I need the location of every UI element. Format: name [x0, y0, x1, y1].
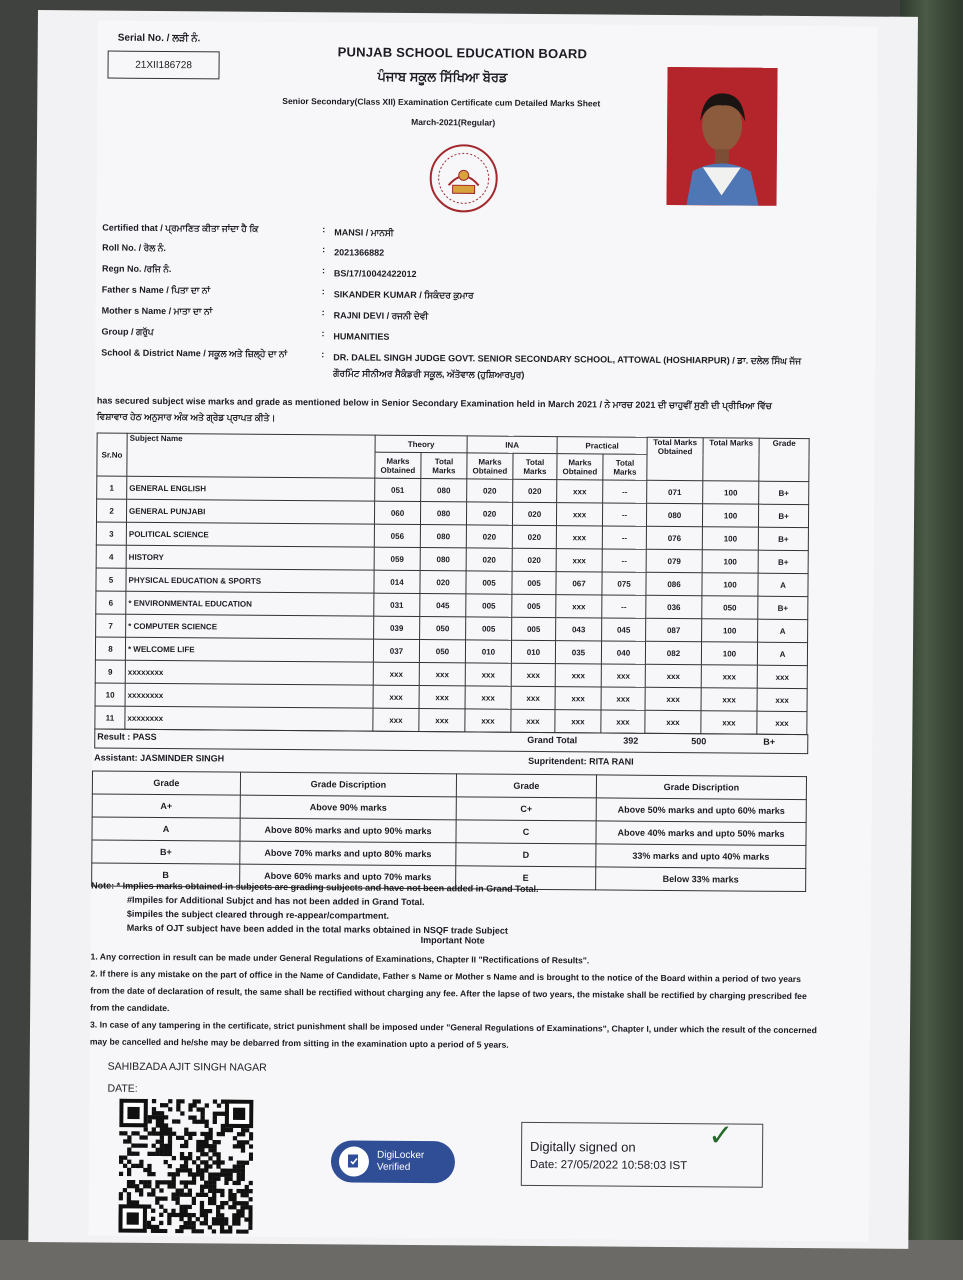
- marks-cell: 11: [95, 706, 125, 729]
- marks-cell: PHYSICAL EDUCATION & SPORTS: [126, 568, 374, 593]
- assistant-name: Assistant: JASMINDER SINGH: [94, 752, 225, 764]
- header-srno: Sr.No: [97, 433, 127, 476]
- note-line: #Impiles for Additional Subjct and has not been added in Grand Total.: [126, 894, 425, 908]
- grade-cell: E: [456, 866, 596, 890]
- marks-cell: xxx: [555, 687, 601, 710]
- digilocker-verified-badge: [331, 1140, 455, 1183]
- marks-cell: xxx: [601, 664, 645, 687]
- marks-cell: xxxxxxxx: [125, 660, 373, 685]
- certificate-paper: [28, 10, 918, 1249]
- signed-on-label: Digitally signed on: [530, 1138, 636, 1155]
- marks-cell: xxx: [556, 503, 602, 526]
- marks-cell: 040: [601, 641, 645, 664]
- marks-cell: 020: [512, 502, 556, 525]
- marks-cell: 100: [702, 527, 758, 550]
- marks-cell: 005: [512, 617, 556, 640]
- marks-cell: 050: [420, 617, 466, 640]
- marks-cell: 100: [702, 619, 758, 642]
- marks-cell: A: [757, 642, 807, 665]
- subheader-total: Total Marks: [513, 453, 557, 479]
- marks-cell: 1: [97, 476, 127, 499]
- roll-number: 2021366882: [334, 247, 385, 258]
- grade-cell: Above 70% marks and upto 80% marks: [240, 841, 456, 866]
- marks-cell: xxx: [373, 708, 419, 731]
- grade-header: Grade: [456, 774, 596, 798]
- grand-total-obtained: 392: [623, 735, 639, 746]
- marks-cell: 039: [374, 616, 420, 639]
- marks-cell: --: [602, 526, 646, 549]
- marks-cell: 020: [420, 571, 466, 594]
- marks-cell: 087: [646, 618, 702, 641]
- grade-cell: C: [456, 820, 596, 844]
- marks-cell: 2: [96, 499, 126, 522]
- marks-cell: xxx: [419, 663, 465, 686]
- marks-cell: xxx: [511, 686, 555, 709]
- father-name: SIKANDER KUMAR / ਸਿਕੰਦਰ ਕੁਮਾਰ: [333, 289, 474, 301]
- subheader-total: Total Marks: [603, 454, 647, 480]
- result-status: Result : PASS: [97, 731, 157, 742]
- result-statement: has secured subject wise marks and grade as mentioned below in Senior Secondary Examination held in March 2021 / ਨੇ ਮਾਰਚ 2021 ਦੀ ਚਾਹੁਵੀਂ ਸੁਣੀ ਦੀ ਪ੍ਰੀਖਿਆ ਵਿੱਚ ਵਿਸ਼ਾਵਾਰ ਹੇਠ ਅਨੁਸਾਰ ਅੰਕ ਅਤੇ ਗ੍ਰੇਡ ਪ੍ਰਾਪਤ ਕੀਤੇ।: [96, 395, 772, 423]
- marks-cell: 014: [374, 570, 420, 593]
- marks-cell: 7: [96, 614, 126, 637]
- subheader-marks-obtained: Marks Obtained: [467, 453, 513, 479]
- marks-cell: 071: [647, 480, 703, 503]
- grade-cell: Above 50% marks and upto 60% marks: [596, 798, 806, 823]
- marks-cell: 010: [511, 640, 555, 663]
- marks-cell: 005: [512, 594, 556, 617]
- marks-cell: B+: [759, 481, 809, 504]
- candidate-photo: [666, 67, 777, 206]
- header-grade: Grade: [759, 438, 809, 481]
- marks-cell: xxx: [757, 688, 807, 711]
- marks-cell: xxx: [556, 595, 602, 618]
- grade-desc-header: Grade Discription: [240, 772, 456, 797]
- marks-cell: HISTORY: [126, 545, 374, 570]
- grade-cell: Above 40% marks and upto 50% marks: [596, 821, 806, 846]
- marks-cell: A: [758, 619, 808, 642]
- marks-cell: xxx: [465, 686, 511, 709]
- marks-cell: 020: [466, 502, 512, 525]
- exam-session: March-2021(Regular): [411, 116, 496, 128]
- marks-cell: B+: [758, 504, 808, 527]
- header-ina: INA: [467, 436, 557, 454]
- issue-place: SAHIBZADA AJIT SINGH NAGAR: [107, 1060, 267, 1074]
- digital-signature-box: [521, 1119, 763, 1188]
- marks-cell: 020: [467, 479, 513, 502]
- grade-desc-header: Grade Discription: [596, 775, 806, 800]
- marks-cell: 080: [420, 502, 466, 525]
- overall-grade: B+: [763, 736, 776, 747]
- mother-name: RAJNI DEVI / ਰਜਨੀ ਦੇਵੀ: [333, 310, 429, 322]
- important-item: 2. If there is any mistake on the part of office in the Name of Candidate, Father s Name or Mother s Name and is brought to the notice of the Board within a period of two years from the date of declaration of result, the same shall be rectified without charging any fee. After the lapse of two years, the mistake shall be rectified by charging prescribed fee from the candidate.: [90, 968, 807, 1014]
- marks-cell: 080: [420, 525, 466, 548]
- marks-cell: 045: [420, 594, 466, 617]
- grade-description-table: [91, 770, 807, 892]
- grade-header: Grade: [92, 771, 240, 795]
- serial-label: Serial No. / ਲੜੀ ਨੰ.: [117, 32, 201, 45]
- school-name: DR. DALEL SINGH JUDGE GOVT. SENIOR SECONDARY SCHOOL, ATTOWAL (HOSHIARPUR) / ਡਾ. ਦਲੇਲ ਸਿੰਘ ਜੱਜ ਗੌਰਮਿੰਟ ਸੀਨੀਅਰ ਸੈਕੰਡਰੀ ਸਕੂਲ, ਅੱਤੋਵਾਲ (ਹੁਸ਼ਿਆਰਪੁਰ): [333, 352, 802, 380]
- marks-cell: 059: [374, 547, 420, 570]
- info-label: Certified that / ਪ੍ਰਮਾਣਿਤ ਕੀਤਾ ਜਾਂਦਾ ਹੈ ਕਿ: [102, 222, 259, 234]
- board-name-punjabi: ਪੰਜਾਬ ਸਕੂਲ ਸਿੱਖਿਆ ਬੋਰਡ: [377, 68, 508, 85]
- marks-cell: xxx: [701, 665, 757, 688]
- certificate-title: Senior Secondary(Class XII) Examination Certificate cum Detailed Marks Sheet: [282, 95, 601, 109]
- marks-cell: POLITICAL SCIENCE: [126, 522, 374, 547]
- marks-cell: xxxxxxxx: [125, 683, 373, 708]
- marks-cell: 035: [555, 641, 601, 664]
- board-name-english: PUNJAB SCHOOL EDUCATION BOARD: [337, 44, 588, 62]
- grand-total-max: 500: [691, 736, 707, 747]
- marks-cell: 036: [646, 595, 702, 618]
- marks-cell: xxx: [645, 687, 701, 710]
- grade-cell: D: [456, 843, 596, 867]
- marks-cell: 045: [602, 618, 646, 641]
- marks-cell: 9: [95, 660, 125, 683]
- marks-cell: xxx: [556, 549, 602, 572]
- header-total-marks: Total Marks: [703, 438, 759, 481]
- grade-cell: Above 90% marks: [240, 795, 456, 820]
- marks-cell: 080: [646, 503, 702, 526]
- marks-cell: 8: [95, 637, 125, 660]
- marks-cell: 043: [556, 618, 602, 641]
- marks-cell: xxx: [701, 711, 757, 734]
- important-note-title: Important Note: [420, 935, 485, 946]
- marks-cell: xxx: [465, 663, 511, 686]
- info-label: Group / ਗਰੁੱਪ: [101, 326, 154, 337]
- important-item: 1. Any correction in result can be made under General Regulations of Examinations, Chapter II "Rectifications of Results".: [90, 951, 590, 966]
- marks-cell: 4: [96, 545, 126, 568]
- header-total-obtained-l2: Obtained: [657, 446, 693, 457]
- marks-cell: 6: [96, 591, 126, 614]
- marks-cell: xxx: [419, 709, 465, 732]
- grade-cell: Below 33% marks: [596, 867, 806, 892]
- info-label: Father s Name / ਪਿਤਾ ਦਾ ਨਾਂ: [101, 284, 211, 296]
- marks-cell: xxx: [511, 663, 555, 686]
- marks-cell: 005: [466, 594, 512, 617]
- info-label: Roll No. / ਰੋਲ ਨੰ.: [102, 242, 166, 254]
- marks-cell: xxx: [373, 685, 419, 708]
- marks-cell: 075: [602, 572, 646, 595]
- info-label: Mother s Name / ਮਾਤਾ ਦਾ ਨਾਂ: [101, 305, 213, 317]
- marks-cell: 086: [646, 572, 702, 595]
- header-total-obtained-l1: Total Marks: [653, 437, 698, 448]
- marks-cell: B+: [758, 550, 808, 573]
- marks-cell: 020: [512, 525, 556, 548]
- note-line: $impiles the subject cleared through re-appear/compartment.: [126, 908, 390, 921]
- marks-cell: xxx: [419, 686, 465, 709]
- header-subject: Subject Name: [127, 433, 375, 478]
- marks-cell: 005: [466, 617, 512, 640]
- marks-cell: xxx: [373, 662, 419, 685]
- verified-label: Verified: [376, 1161, 411, 1173]
- marks-cell: 067: [556, 572, 602, 595]
- candidate-name: MANSI / ਮਾਨਸੀ: [334, 227, 394, 238]
- marks-cell: 020: [512, 548, 556, 571]
- marks-cell: 100: [701, 642, 757, 665]
- header-theory: Theory: [375, 435, 467, 453]
- marks-cell: GENERAL ENGLISH: [127, 476, 375, 501]
- marks-cell: 100: [702, 550, 758, 573]
- marks-cell: xxx: [645, 710, 701, 733]
- board-emblem-icon: [426, 141, 501, 216]
- grade-cell: A+: [92, 794, 240, 818]
- info-label: School & District Name / ਸਕੂਲ ਅਤੇ ਜ਼ਿਲ੍ਹੇ ਦਾ ਨਾਂ: [101, 347, 288, 359]
- marks-cell: B+: [758, 596, 808, 619]
- grade-body: [92, 794, 807, 892]
- grade-cell: B+: [92, 840, 240, 864]
- marks-cell: 100: [702, 573, 758, 596]
- marks-sheet: [88, 20, 878, 1241]
- marks-cell: 10: [95, 683, 125, 706]
- marks-cell: 020: [466, 525, 512, 548]
- marks-cell: 5: [96, 568, 126, 591]
- grade-cell: Above 60% marks and upto 70% marks: [240, 864, 456, 889]
- marks-cell: 020: [513, 479, 557, 502]
- marks-cell: 079: [646, 549, 702, 572]
- marks-cell: 3: [96, 522, 126, 545]
- marks-cell: xxx: [701, 688, 757, 711]
- digilocker-label: DigiLocker: [376, 1149, 425, 1162]
- marks-cell: 076: [646, 526, 702, 549]
- serial-number: 21XII186728: [107, 51, 219, 80]
- marks-cell: 050: [419, 640, 465, 663]
- marks-cell: * COMPUTER SCIENCE: [126, 614, 374, 639]
- marks-cell: --: [602, 503, 646, 526]
- marks-cell: B+: [758, 527, 808, 550]
- marks-cell: 051: [375, 478, 421, 501]
- issue-date-label: DATE:: [107, 1082, 138, 1095]
- info-label: Regn No. /ਰਜਿ ਨੰ.: [101, 263, 172, 275]
- marks-cell: 056: [374, 524, 420, 547]
- marks-table: [94, 432, 809, 735]
- marks-cell: 060: [374, 501, 420, 524]
- marks-body: [95, 476, 809, 735]
- marks-cell: xxx: [601, 687, 645, 710]
- marks-cell: * WELCOME LIFE: [125, 637, 373, 662]
- marks-cell: 080: [420, 548, 466, 571]
- note-line: Marks of OJT subject have been added in the total marks obtained in NSQF trade Subject: [126, 922, 508, 936]
- marks-cell: 005: [512, 571, 556, 594]
- marks-cell: --: [602, 549, 646, 572]
- signed-date: Date: 27/05/2022 10:58:03 IST: [529, 1158, 688, 1173]
- registration-number: BS/17/10042422012: [333, 268, 417, 279]
- marks-cell: xxx: [555, 664, 601, 687]
- marks-cell: 082: [645, 641, 701, 664]
- marks-cell: xxx: [757, 665, 807, 688]
- marks-cell: xxx: [557, 480, 603, 503]
- notes: [91, 878, 811, 940]
- marks-cell: xxx: [757, 711, 807, 734]
- marks-cell: --: [603, 480, 647, 503]
- marks-cell: 010: [465, 640, 511, 663]
- subheader-total: Total Marks: [421, 453, 467, 479]
- marks-cell: 031: [374, 593, 420, 616]
- qr-code-icon: [118, 1099, 253, 1234]
- subheader-marks-obtained: Marks Obtained: [375, 452, 421, 478]
- marks-cell: xxx: [645, 664, 701, 687]
- marks-cell: 020: [466, 548, 512, 571]
- marks-cell: GENERAL PUNJABI: [126, 499, 374, 524]
- grade-cell: A: [92, 817, 240, 841]
- marks-cell: * ENVIRONMENTAL EDUCATION: [126, 591, 374, 616]
- grand-total-label: Grand Total: [527, 734, 578, 746]
- grade-cell: B: [92, 863, 240, 887]
- check-mark-icon: ✓: [708, 1119, 734, 1153]
- header-total-obtained: [647, 437, 703, 480]
- note-line: Note: * Implies marks obtained in subjects are grading subjects and have not been added in Grand Total.: [91, 880, 539, 894]
- important-notes: [90, 948, 821, 1056]
- marks-cell: A: [758, 573, 808, 596]
- marks-cell: --: [602, 595, 646, 618]
- grade-cell: 33% marks and upto 40% marks: [596, 844, 806, 869]
- superintendent-name: Supritendent: RITA RANI: [528, 755, 634, 767]
- result-row: [94, 728, 808, 754]
- marks-cell: 100: [703, 481, 759, 504]
- marks-cell: 100: [702, 504, 758, 527]
- digilocker-icon: [339, 1146, 369, 1176]
- signatories-row: [94, 752, 806, 767]
- important-item: 3. In case of any tampering in the certificate, strict punishment shall be imposed under "General Regulations of Examinations", Chapter I, under which the result of the concerned may be cancelled and he/she may be debarred from sitting in the examination upto a period of 5 years.: [89, 1019, 817, 1050]
- subheader-marks-obtained: Marks Obtained: [557, 454, 603, 480]
- group: HUMANITIES: [333, 331, 390, 342]
- marks-cell: xxx: [511, 709, 555, 732]
- marks-cell: 037: [373, 639, 419, 662]
- marks-cell: 080: [421, 479, 467, 502]
- header-practical: Practical: [557, 437, 647, 455]
- marks-cell: xxxxxxxx: [125, 706, 373, 731]
- marks-cell: xxx: [465, 709, 511, 732]
- marks-cell: 005: [466, 571, 512, 594]
- grade-cell: C+: [456, 797, 596, 821]
- marks-cell: 050: [702, 596, 758, 619]
- marks-cell: xxx: [601, 710, 645, 733]
- marks-cell: xxx: [556, 526, 602, 549]
- marks-cell: xxx: [555, 710, 601, 733]
- grade-cell: Above 80% marks and upto 90% marks: [240, 818, 456, 843]
